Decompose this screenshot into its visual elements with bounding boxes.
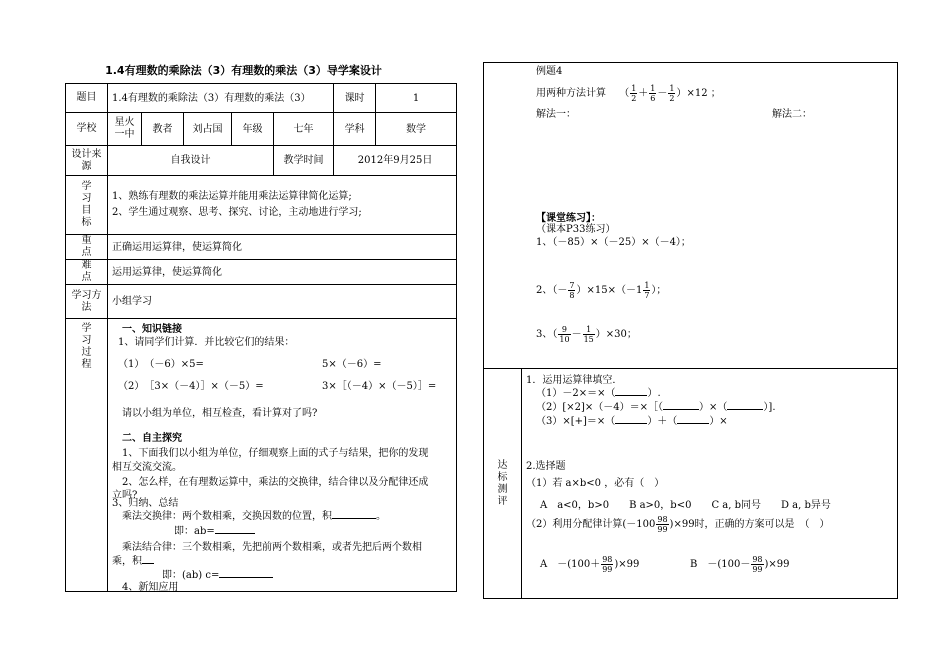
lesson-plan-table bbox=[65, 83, 457, 592]
goal-1: 1、熟练有理数的乘法运算并能用乘法运算律简化运算; bbox=[112, 191, 352, 202]
process-p9 bbox=[162, 569, 273, 582]
goal-2: 2、学生通过观察、思考、探究、讨论，主动地进行学习; bbox=[112, 207, 362, 218]
key-label: 重点 bbox=[66, 235, 108, 260]
source-value: 自我设计 bbox=[108, 146, 274, 176]
test-cell bbox=[522, 369, 898, 599]
exercise-1a: （1） （－6）×5= bbox=[118, 359, 204, 370]
process-p3b: 相互交流交流。 bbox=[112, 462, 182, 473]
solution-one-label: 解法一： bbox=[536, 109, 576, 120]
school-value: 星火一中 bbox=[108, 113, 142, 146]
teacher-label: 教者 bbox=[142, 113, 184, 146]
topic-label: 题目 bbox=[66, 84, 108, 113]
process-p7 bbox=[174, 525, 255, 538]
process-p6-text: 乘法交换律：两个数相乘，交换因数的位置，积 bbox=[122, 511, 332, 522]
process-p3a: 1、下面我们以小组为单位，仔细观察上面的式子与结果，把你的发现 bbox=[122, 448, 429, 459]
test-q1c: （3）×[+]＝×（ ）＋（ ）× bbox=[536, 416, 728, 427]
period-value: 1 bbox=[376, 84, 457, 113]
process-p6-end: 。 bbox=[376, 511, 386, 522]
practice-q3: 3、（ $\frac{9}{10}$ － $\frac{1}{15}$ ）×30； bbox=[536, 325, 637, 344]
option-a-fraction: $\frac{98}{99}$ bbox=[602, 555, 613, 574]
process-p8b-text: 乘，积 bbox=[112, 556, 142, 567]
fraction-1: $\frac{1}{2}$ bbox=[631, 84, 637, 103]
grade-label: 年级 bbox=[232, 113, 274, 146]
practice-title: 【课堂练习】： bbox=[536, 213, 601, 224]
q2-fraction-2: $\frac{1}{7}$ bbox=[644, 281, 650, 300]
process-p1: 1、请同学们计算．并比较它们的结果： bbox=[118, 337, 295, 348]
process-p10: 4、新知应用 bbox=[122, 582, 179, 593]
teacher-value: 刘占国 bbox=[184, 113, 232, 146]
process-p5: 3、归纳、总结 bbox=[112, 498, 179, 509]
right-table bbox=[483, 62, 898, 599]
time-label: 教学时间 bbox=[274, 146, 334, 176]
test-q1: 1．运用运算律填空． bbox=[526, 375, 623, 386]
commutative-blank[interactable] bbox=[332, 518, 376, 519]
q3-fraction-1: $\frac{9}{10}$ bbox=[559, 325, 570, 344]
key-value: 正确运用运算律，使运算简化 bbox=[108, 235, 457, 260]
blank-2[interactable] bbox=[663, 409, 699, 410]
abc-blank[interactable] bbox=[219, 577, 273, 578]
test-q1b: （2）[×2]×（－4）＝×［（ ）×（ ）]. bbox=[536, 402, 776, 413]
goal-label: 学习目标 bbox=[66, 176, 108, 235]
source-label: 设计来源 bbox=[66, 146, 108, 176]
process-p7-text: 即：ab= bbox=[174, 526, 215, 537]
blank-1[interactable] bbox=[615, 395, 647, 396]
process-p9-text: 即：(ab) c= bbox=[162, 570, 220, 581]
fraction-2: $\frac{1}{6}$ bbox=[650, 84, 656, 103]
fraction-3: $\frac{1}{2}$ bbox=[669, 84, 675, 103]
difficulty-label: 难点 bbox=[66, 260, 108, 285]
exercise-2b: 3×［（－4）×（－5）］= bbox=[322, 381, 437, 392]
test-label: 达标测评 bbox=[484, 369, 522, 599]
document-title: 1.4有理数的乘除法（3）有理数的乘法（3）导学案设计 bbox=[105, 64, 382, 77]
example-expression: 用两种方法计算 （ $\frac{1}{2}$ ＋ $\frac{1}{6}$ － $\frac{1}{2}$ ）×12 ； bbox=[536, 84, 721, 103]
process-p8a: 乘法结合律：三个数相乘，先把前两个数相乘，或者先把后两个数相 bbox=[122, 542, 422, 553]
test-q2-1: （1）若 a×b<0 ，必有（ ） bbox=[526, 478, 665, 489]
example-cell bbox=[484, 63, 898, 369]
subject-label: 学科 bbox=[334, 113, 376, 146]
process-p4b: 立吗? bbox=[112, 490, 138, 501]
option-b: B －(100－ $\frac{98}{99}$ )×99 bbox=[690, 555, 790, 574]
q3-fraction-2: $\frac{1}{15}$ bbox=[583, 325, 594, 344]
test-q1a: （1）－2×＝×（ ）. bbox=[536, 388, 661, 399]
blank-4[interactable] bbox=[615, 423, 647, 424]
process-label: 学习过程 bbox=[66, 319, 108, 592]
process-p8 bbox=[112, 555, 154, 568]
test-q2: 2.选择题 bbox=[526, 461, 566, 472]
associative-blank[interactable] bbox=[142, 563, 154, 564]
option-a: A －(100＋ $\frac{98}{99}$ )×99 bbox=[540, 555, 640, 574]
difficulty-value: 运用运算律，使运算简化 bbox=[108, 260, 457, 285]
process-cell bbox=[108, 319, 457, 592]
example-text: 用两种方法计算 bbox=[536, 88, 606, 99]
grade-value: 七年 bbox=[274, 113, 334, 146]
process-p2: 请以小组为单位，相互检查，看计算对了吗? bbox=[122, 408, 318, 419]
exercise-1b: 5×（－6）= bbox=[322, 359, 382, 370]
q2-2-fraction: $\frac{98}{99}$ bbox=[657, 515, 668, 534]
option-b-fraction: $\frac{98}{99}$ bbox=[752, 555, 763, 574]
test-q2-1-options: A a<0，b>0 B a>0，b<0 C a, b同号 D a, b异号 bbox=[540, 500, 831, 511]
period-label: 课时 bbox=[334, 84, 376, 113]
process-p6 bbox=[122, 510, 386, 523]
method-value: 小组学习 bbox=[108, 285, 457, 319]
test-q2-2: （2）利用分配律计算(－100 $\frac{98}{99}$ )×99时，正确的方案可以是 （ ） bbox=[526, 515, 830, 534]
blank-3[interactable] bbox=[727, 409, 763, 410]
time-value: 2012年9月25日 bbox=[334, 146, 457, 176]
practice-source: （课本P33练习） bbox=[536, 224, 616, 235]
ab-blank[interactable] bbox=[215, 533, 255, 534]
blank-5[interactable] bbox=[677, 423, 709, 424]
process-p4a: 2、怎么样，在有理数运算中，乘法的交换律，结合律以及分配律还成 bbox=[122, 477, 429, 488]
topic-value: 1.4有理数的乘除法（3）有理数的乘法（3） bbox=[108, 84, 334, 113]
practice-q2: 2、（－ $\frac{7}{8}$ ）×15×（－1 $\frac{1}{7}$ ）； bbox=[536, 281, 667, 300]
exercise-2a: （2） ［3×（－4）］×（－5）= bbox=[118, 381, 264, 392]
example-title: 例题4 bbox=[536, 66, 563, 77]
method-label: 学习方法 bbox=[66, 285, 108, 319]
solution-two-label: 解法二： bbox=[772, 109, 812, 120]
subject-value: 数学 bbox=[376, 113, 457, 146]
practice-q1: 1、（－85）×（－25）×（－4）； bbox=[536, 237, 691, 248]
section-heading-2: 二、自主探究 bbox=[122, 433, 182, 444]
school-label: 学校 bbox=[66, 113, 108, 146]
section-heading-1: 一、知识链接 bbox=[122, 324, 182, 335]
q2-fraction-1: $\frac{7}{8}$ bbox=[569, 281, 575, 300]
